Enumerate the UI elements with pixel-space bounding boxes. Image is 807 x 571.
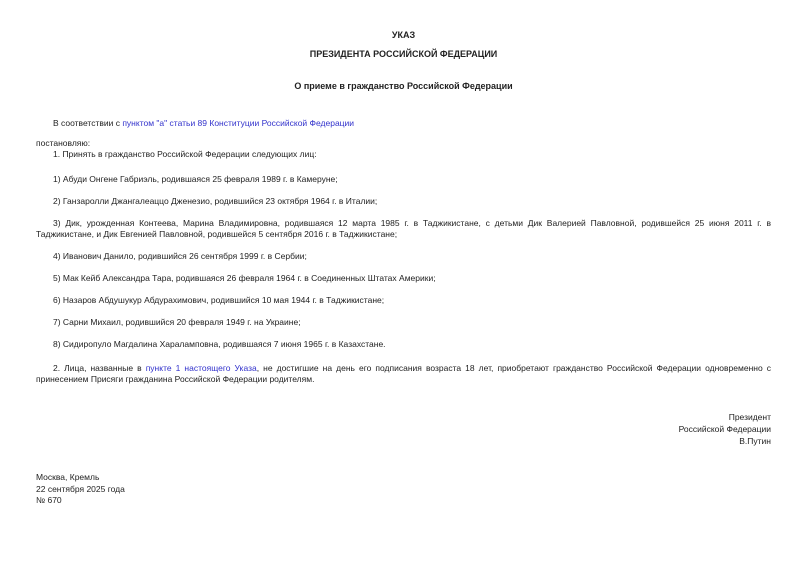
person-item-3: 3) Дик, урожденная Контеева, Марина Владимировна, родившаяся 12 марта 1985 г. в Таджикистане, с детьми Дик Валерией Павловной, родившейся 25 июня 2011 г. в Таджикистане, и Дик Евгенией Павловной, родившейся 5 сентября 2016 г. в Таджикистане; [36, 218, 771, 239]
doc-authority-title: ПРЕЗИДЕНТА РОССИЙСКОЙ ФЕДЕРАЦИИ [309, 49, 498, 59]
person-item-2: 2) Ганзаролли Джангалеаццо Дженезио, родившийся 23 октября 1964 г. в Италии; [53, 196, 378, 206]
point-2-suffix: , не достигшие на день его подписания возраста 18 лет, приобретают гражданство Российской Федерации одновременно с принесением Присяги гражданина Российской Федерации родителям. [36, 363, 771, 384]
signature-authority: Российской Федерации [678, 424, 771, 434]
person-item-1: 1) Абуди Онгене Габриэль, родившаяся 25 февраля 1989 г. в Камеруне; [53, 174, 338, 184]
point-2-prefix: 2. Лица, названные в [53, 363, 146, 373]
preamble-text: В соответствии с [53, 118, 123, 128]
point-2-paragraph [36, 363, 771, 385]
person-item-5: 5) Мак Кейб Александра Тара, родившаяся 26 февраля 1964 г. в Соединенных Штатах Америки; [53, 273, 436, 283]
signature-block [36, 411, 771, 447]
doc-subject-title: О приеме в гражданство Российской Федерации [294, 81, 513, 91]
doc-type-title: УКАЗ [391, 30, 416, 40]
signature-name: В.Путин [739, 436, 771, 446]
issue-details-block [36, 472, 771, 507]
person-item-6: 6) Назаров Абдушукур Абдурахимович, родившийся 10 мая 1944 г. в Таджикистане; [53, 295, 385, 305]
point-1-reference-link[interactable]: пункте 1 настоящего Указа [145, 363, 257, 373]
resolve-word: постановляю: [36, 138, 91, 148]
person-item-8: 8) Сидиропуло Магдалина Хараламповна, родившаяся 7 июня 1965 г. в Казахстане. [53, 339, 386, 349]
constitution-article-link[interactable]: пунктом "а" статьи 89 Конституции Российской Федерации [122, 118, 355, 128]
person-item-4: 4) Иванович Данило, родившийся 26 сентября 1999 г. в Сербии; [53, 251, 307, 261]
person-item-7: 7) Сарни Михаил, родившийся 20 февраля 1949 г. на Украине; [53, 317, 301, 327]
signature-post: Президент [728, 412, 771, 422]
issue-place: Москва, Кремль [36, 472, 100, 482]
preamble-paragraph [36, 118, 771, 129]
issue-number: № 670 [36, 495, 62, 505]
document-header [36, 30, 771, 91]
issue-date: 22 сентября 2025 года [36, 483, 125, 494]
point-1-text: 1. Принять в гражданство Российской Федерации следующих лиц: [53, 149, 317, 159]
